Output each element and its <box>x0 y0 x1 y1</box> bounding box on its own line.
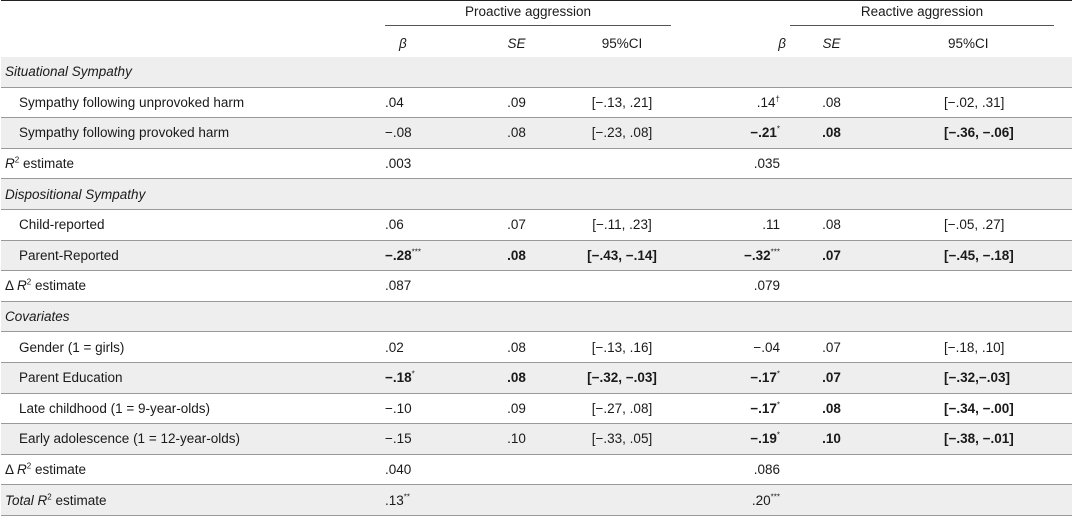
reactive-se: .07 <box>786 240 877 271</box>
spacer-cell <box>877 332 944 363</box>
proactive-beta-header: β <box>381 29 478 57</box>
reactive-se: .10 <box>786 424 877 455</box>
empty-cell <box>555 271 689 302</box>
table-row <box>1 209 1072 240</box>
proactive-ci: [−.23, .08] <box>555 118 689 149</box>
proactive-se: .09 <box>478 393 555 424</box>
reactive-ci-header: 95%CI <box>944 29 1072 57</box>
empty-cell <box>944 485 1072 516</box>
reactive-r2: .20*** <box>689 485 786 516</box>
section-row <box>1 301 1072 332</box>
r2-row <box>1 271 1072 302</box>
reactive-ci: [−.34, −.00] <box>944 393 1072 424</box>
proactive-ci: [−.11, .23] <box>555 209 689 240</box>
reactive-se: .08 <box>786 118 877 149</box>
row-label: Sympathy following provoked harm <box>1 118 381 149</box>
empty-cell <box>944 271 1072 302</box>
table-row <box>1 362 1072 393</box>
r2-row <box>1 148 1072 179</box>
reactive-se: .08 <box>786 209 877 240</box>
proactive-ci: [−.13, .16] <box>555 332 689 363</box>
proactive-beta: .06 <box>381 209 478 240</box>
proactive-se: .08 <box>478 118 555 149</box>
reactive-beta: −.04 <box>689 332 786 363</box>
empty-cell <box>944 148 1072 179</box>
empty-cell <box>877 271 944 302</box>
row-label: Child-reported <box>1 209 381 240</box>
reactive-beta: .11 <box>689 209 786 240</box>
r2-row <box>1 454 1072 485</box>
empty-cell <box>786 148 877 179</box>
empty-cell <box>478 485 555 516</box>
table-row <box>1 332 1072 363</box>
table-row <box>1 87 1072 118</box>
proactive-se: .10 <box>478 424 555 455</box>
row-label: Parent Education <box>1 362 381 393</box>
proactive-beta: −.28*** <box>381 240 478 271</box>
empty-cell <box>944 454 1072 485</box>
reactive-ci: [−.36, −.06] <box>944 118 1072 149</box>
proactive-r2: .13** <box>381 485 478 516</box>
proactive-beta: −.15 <box>381 424 478 455</box>
regression-table <box>1 0 1072 516</box>
proactive-r2: .003 <box>381 148 478 179</box>
r2-label: Δ $R^2$ estimate <box>1 454 381 485</box>
reactive-se: .07 <box>786 332 877 363</box>
reactive-ci: [−.32,−.03] <box>944 362 1072 393</box>
empty-cell <box>786 271 877 302</box>
proactive-se-header: SE <box>478 29 555 57</box>
reactive-ci: [−.18, .10] <box>944 332 1072 363</box>
proactive-r2: .040 <box>381 454 478 485</box>
empty-cell <box>786 485 877 516</box>
header-row-stats <box>1 29 1072 57</box>
reactive-ci: [−.05, .27] <box>944 209 1072 240</box>
empty-cell <box>877 454 944 485</box>
reactive-beta: −.21* <box>689 118 786 149</box>
r2-row <box>1 485 1072 516</box>
reactive-ci: [−.45, −.18] <box>944 240 1072 271</box>
proactive-beta: −.10 <box>381 393 478 424</box>
proactive-ci: [−.32, −.03] <box>555 362 689 393</box>
spacer-cell <box>877 118 944 149</box>
reactive-se: .07 <box>786 362 877 393</box>
proactive-ci-header: 95%CI <box>555 29 689 57</box>
reactive-r2: .079 <box>689 271 786 302</box>
empty-cell <box>478 271 555 302</box>
table-row <box>1 118 1072 149</box>
row-label: Parent-Reported <box>1 240 381 271</box>
proactive-ci: [−.33, .05] <box>555 424 689 455</box>
empty-cell <box>555 148 689 179</box>
spacer-cell <box>877 393 944 424</box>
reactive-ci: [−.38, −.01] <box>944 424 1072 455</box>
header-row-groups <box>1 1 1072 30</box>
proactive-se: .08 <box>478 332 555 363</box>
table-row <box>1 424 1072 455</box>
section-row <box>1 179 1072 210</box>
table-row <box>1 240 1072 271</box>
proactive-group-header: Proactive aggression <box>381 1 689 30</box>
empty-cell <box>877 485 944 516</box>
proactive-se: .09 <box>478 87 555 118</box>
r2-label: Total $R^2$ estimate <box>1 485 381 516</box>
empty-cell <box>478 148 555 179</box>
spacer-cell <box>877 209 944 240</box>
spacer-cell <box>877 424 944 455</box>
reactive-r2: .086 <box>689 454 786 485</box>
reactive-se: .08 <box>786 87 877 118</box>
row-label: Sympathy following unprovoked harm <box>1 87 381 118</box>
reactive-ci: [−.02, .31] <box>944 87 1072 118</box>
reactive-beta-header: β <box>689 29 786 57</box>
proactive-se: .07 <box>478 209 555 240</box>
row-label: Gender (1 = girls) <box>1 332 381 363</box>
proactive-se: .08 <box>478 240 555 271</box>
proactive-ci: [−.27, .08] <box>555 393 689 424</box>
section-label: Covariates <box>1 301 1072 332</box>
spacer-cell <box>877 240 944 271</box>
section-label: Dispositional Sympathy <box>1 179 1072 210</box>
spacer-cell <box>877 87 944 118</box>
table-row <box>1 393 1072 424</box>
proactive-beta: −.18* <box>381 362 478 393</box>
r2-label: Δ $R^2$ estimate <box>1 271 381 302</box>
empty-cell <box>786 454 877 485</box>
proactive-beta: .04 <box>381 87 478 118</box>
reactive-se: .08 <box>786 393 877 424</box>
section-row <box>1 57 1072 87</box>
row-label: Late childhood (1 = 9-year-olds) <box>1 393 381 424</box>
proactive-r2: .087 <box>381 271 478 302</box>
empty-cell <box>555 485 689 516</box>
reactive-r2: .035 <box>689 148 786 179</box>
proactive-se: .08 <box>478 362 555 393</box>
reactive-se-header: SE <box>786 29 877 57</box>
reactive-beta: −.19* <box>689 424 786 455</box>
row-label: Early adolescence (1 = 12-year-olds) <box>1 424 381 455</box>
empty-cell <box>555 454 689 485</box>
proactive-beta: −.08 <box>381 118 478 149</box>
reactive-group-header: Reactive aggression <box>786 1 1072 30</box>
proactive-ci: [−.43, −.14] <box>555 240 689 271</box>
section-label: Situational Sympathy <box>1 57 1072 87</box>
proactive-ci: [−.13, .21] <box>555 87 689 118</box>
spacer-cell <box>877 362 944 393</box>
reactive-beta: −.17* <box>689 393 786 424</box>
r2-label: $R^2$ estimate <box>1 148 381 179</box>
reactive-beta: −.17* <box>689 362 786 393</box>
empty-cell <box>478 454 555 485</box>
reactive-beta: .14† <box>689 87 786 118</box>
empty-cell <box>877 148 944 179</box>
reactive-beta: −.32*** <box>689 240 786 271</box>
proactive-beta: .02 <box>381 332 478 363</box>
